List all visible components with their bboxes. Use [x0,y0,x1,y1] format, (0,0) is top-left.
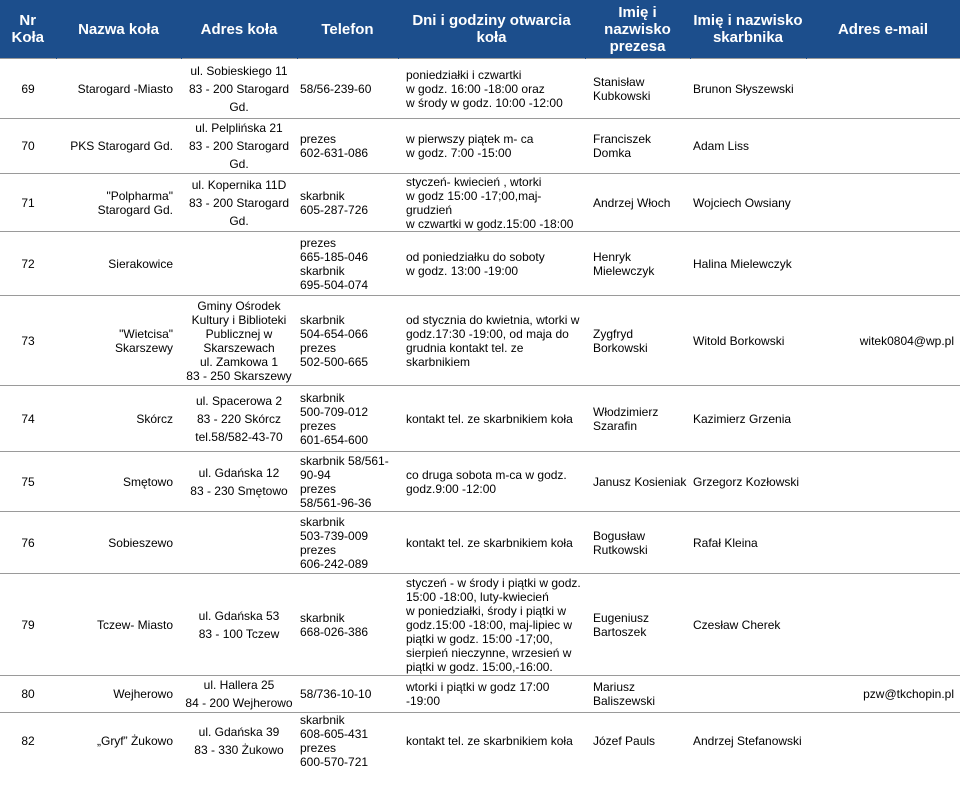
cell-adres [181,386,297,452]
cell-adres [181,713,297,770]
cell-prezes [585,386,690,452]
cell-telefon-line: 502-500-665 [300,354,369,369]
cell-telefon-line: skarbnik [300,263,345,278]
cell-dni [398,232,585,296]
table-row [0,713,960,770]
cell-nr: 76 [21,535,35,550]
cell-adres-line: ul. Gdańska 39 [198,725,280,739]
cell-nr: 80 [21,687,35,701]
cell-dni [398,512,585,574]
cell-dni-line: w środy w godz. 10:00 -12:00 [406,95,563,110]
cell-prezes-line: Henryk [593,249,632,264]
cell-nazwa [56,174,181,232]
cell-nazwa [56,119,181,174]
cell-skarbnik-line: Witold Borkowski [693,333,785,348]
cell-email [806,512,960,574]
cell-telefon-line: 58/736-10-10 [300,687,372,701]
cell-prezes-line: Mariusz [593,680,636,694]
cell-adres-line: Gminy Ośrodek [197,298,281,313]
cell-dni-line: piątki w godz. 15:00 -17;00, [406,631,553,646]
cell-telefon-line: 665-185-046 [300,249,369,264]
table-row [0,512,960,574]
cell-telefon [297,174,398,232]
cell-dni-line: 15:00 -18:00, luty-kwiecień [406,589,549,604]
cell-telefon [297,296,398,386]
header-nr: Nr Koła [0,0,56,59]
cell-adres [181,676,297,713]
cell-nazwa [56,713,181,770]
cell-adres-line: Gd. [229,213,249,228]
cell-prezes-line: Eugeniusz [593,610,650,625]
cell-adres-line: Gd. [229,157,249,171]
cell-adres-line: ul. Sobieskiego 11 [190,63,288,78]
cell-dni-line: w godz. 16:00 -18:00 oraz [406,81,545,96]
cell-skarbnik [690,296,806,386]
cell-nr: 72 [21,256,35,271]
cell-skarbnik-line: Wojciech Owsiany [693,195,791,210]
cell-telefon-line: 503-739-009 [300,528,369,543]
table-row [0,59,960,119]
cell-telefon-line: prezes [300,418,337,433]
cell-skarbnik [690,452,806,512]
cell-dni [398,174,585,232]
cell-prezes-line: Andrzej Włoch [593,195,671,210]
cell-dni-line: w pierwszy piątek m- ca [406,132,534,146]
cell-prezes-line: Stanisław [593,74,645,89]
cell-prezes [585,296,690,386]
cell-email [806,59,960,119]
cell-skarbnik-line: Halina Mielewczyk [693,256,792,271]
cell-dni [398,119,585,174]
cell-adres-line: 83 - 330 Żukowo [194,743,284,757]
cell-nr: 75 [21,474,35,489]
cell-dni-line: piątki w godz. 15:00,-16:00. [406,659,553,674]
cell-telefon [297,59,398,119]
cell-telefon-line: 602-631-086 [300,146,369,160]
table-row [0,452,960,512]
cell-telefon-line: 695-504-074 [300,277,369,292]
cell-nazwa [56,386,181,452]
cell-nazwa-line: Sierakowice [108,256,173,271]
cell-dni-line: od stycznia do kwietnia, wtorki w [406,312,580,327]
cell-prezes-line: Bogusław [593,528,646,543]
cell-prezes [585,232,690,296]
cell-nazwa [56,574,181,676]
cell-telefon [297,574,398,676]
cell-dni-line: godz.17:30 -19:00, od maja do [406,326,569,341]
cell-prezes [585,119,690,174]
cell-telefon [297,512,398,574]
cell-adres-line: ul. Zamkowa 1 [199,354,279,369]
cell-prezes [585,59,690,119]
header-telefon: Telefon [297,0,398,59]
cell-email[interactable]: pzw@tkchopin.pl [863,687,954,701]
cell-email[interactable]: witek0804@wp.pl [859,333,954,348]
cell-adres-line: 83 - 220 Skórcz [196,411,282,426]
cell-telefon-line: 58/561-96-36 [300,495,372,510]
cell-adres-line: 84 - 200 Wejherowo [185,696,293,710]
cell-prezes-line: Zygfryd Borkowski [593,326,648,355]
cell-prezes-line: Janusz Kosieniak [593,474,687,489]
cell-dni-line: styczeń- kwiecień , wtorki [406,174,542,189]
cell-telefon [297,119,398,174]
cell-skarbnik [690,119,806,174]
cell-telefon-line: prezes [300,741,337,755]
cell-nazwa [56,232,181,296]
cell-adres-line: ul. Gdańska 12 [198,465,280,480]
cell-dni-line: w poniedziałki, środy i piątki w [406,603,567,618]
cell-adres [181,574,297,676]
cell-skarbnik [690,386,806,452]
cell-adres-line: ul. Hallera 25 [203,678,275,692]
cell-telefon-line: 600-570-721 [300,755,369,769]
cell-telefon-line: 608-605-431 [300,727,369,741]
cell-nr: 82 [21,734,35,748]
cell-nazwa [56,676,181,713]
cell-nazwa-line: Skórcz [136,411,173,426]
cell-prezes-line: Rutkowski [593,542,648,557]
table-row [0,119,960,174]
cell-dni-line: godz.9:00 -12:00 [406,481,497,496]
table-row [0,174,960,232]
table-row [0,676,960,713]
cell-prezes [585,713,690,770]
cell-telefon-line: prezes [300,542,337,557]
cell-prezes-line: Włodzimierz [593,404,659,419]
cell-prezes-line: Baliszewski [593,694,656,708]
cell-dni [398,676,585,713]
cell-telefon-line: skarbnik [300,713,345,727]
table-row [0,386,960,452]
cell-prezes-line: Mielewczyk [593,263,655,278]
cell-nr: 69 [21,81,35,96]
cell-adres-line: ul. Pelplińska 21 [195,121,283,135]
cell-telefon-line: 500-709-012 [300,404,369,419]
cell-skarbnik [690,713,806,770]
cell-skarbnik-line: Kazimierz Grzenia [693,411,792,426]
cell-email [806,119,960,174]
cell-adres-line: Publicznej w [205,326,273,341]
cell-skarbnik-line: Rafał Kleina [693,535,758,550]
cell-dni-line: kontakt tel. ze skarbnikiem koła [406,535,573,550]
cell-adres-line: tel.58/582-43-70 [195,429,283,444]
cell-dni-line: sierpień nieczynne, wrzesień w [406,645,572,660]
cell-skarbnik-line: Grzegorz Kozłowski [693,474,800,489]
cell-email [806,232,960,296]
cell-dni [398,452,585,512]
cell-dni [398,59,585,119]
cell-skarbnik-line: Czesław Cherek [693,617,781,632]
cell-telefon-line: 504-654-066 [300,326,369,341]
cell-dni-line: styczeń - w środy i piątki w godz. [406,575,581,590]
cell-adres-line: 83 - 100 Tczew [198,626,280,641]
cell-adres-line: ul. Gdańska 53 [198,608,280,623]
cell-dni-line: poniedziałki i czwartki [406,67,522,82]
cell-adres [181,452,297,512]
cell-adres [181,59,297,119]
cell-dni-line: grudnia kontakt tel. ze skarbnikiem [406,340,524,369]
cell-telefon-line: skarbnik [300,610,345,625]
cell-adres-line: Kultury i Biblioteki [191,312,287,327]
cell-prezes [585,676,690,713]
cell-nazwa-line: Tczew- Miasto [96,617,173,632]
cell-skarbnik [690,574,806,676]
cell-telefon-line: 58/56-239-60 [300,81,372,96]
cell-adres-line: Gd. [229,99,249,114]
cell-email [806,574,960,676]
cell-dni-line: w godz. 7:00 -15:00 [406,146,512,160]
cell-prezes-line: Franciszek Domka [593,132,652,160]
cell-telefon-line: prezes [300,340,337,355]
cell-dni-line: co druga sobota m-ca w godz. [406,467,567,482]
cell-nazwa-line: "Polpharma" [106,188,173,203]
cell-prezes-line: Kubkowski [593,88,651,103]
cell-nr: 73 [21,333,35,348]
cell-dni-line: od poniedziałku do soboty [406,249,545,264]
cell-telefon [297,386,398,452]
cell-nr: 74 [21,411,35,426]
cell-nr: 70 [21,139,35,153]
cell-telefon-line: prezes [300,235,337,250]
cell-nazwa-line: Wejherowo [113,687,173,701]
cell-telefon-line: 601-654-600 [300,432,369,447]
cell-dni-line: godz.15:00 -18:00, maj-lipiec w [406,617,573,632]
cell-prezes [585,452,690,512]
cell-nazwa [56,59,181,119]
cell-telefon-line: skarbnik [300,390,345,405]
cell-telefon [297,676,398,713]
cell-telefon-line: 605-287-726 [300,202,369,217]
cell-telefon-line: skarbnik [300,312,345,327]
cell-prezes-line: Bartoszek [593,624,647,639]
cell-dni-line: w czwartki w godz.15:00 -18:00 [406,216,574,231]
cell-adres-line: ul. Spacerowa 2 [195,393,283,408]
cell-email [806,713,960,770]
cell-dni [398,713,585,770]
cell-adres [181,119,297,174]
cell-nazwa-line: Starogard Gd. [97,202,173,217]
cell-adres [181,174,297,232]
cell-telefon-line: 90-94 [300,467,331,482]
cell-nazwa [56,296,181,386]
cell-skarbnik-line: Adam Liss [693,139,750,153]
cell-skarbnik [690,676,806,713]
cell-prezes [585,574,690,676]
cell-prezes-line: Szarafin [593,418,638,433]
table-row [0,232,960,296]
cell-telefon [297,452,398,512]
cell-nazwa-line: Starogard -Miasto [77,81,173,96]
cell-adres-line: 83 - 200 Starogard [188,139,290,153]
cell-dni-line: kontakt tel. ze skarbnikiem koła [406,734,573,748]
cell-nr: 71 [21,195,35,210]
cell-skarbnik [690,174,806,232]
cell-email [806,452,960,512]
header-email: Adres e-mail [806,0,960,59]
cell-skarbnik-line: Andrzej Stefanowski [693,734,802,748]
cell-telefon-line: 606-242-089 [300,556,369,571]
cell-adres-line: 83 - 250 Skarszewy [186,368,292,383]
cell-nazwa-line: Smętowo [122,474,173,489]
cell-telefon-line: 668-026-386 [300,624,369,639]
cell-adres-line: 83 - 230 Smętowo [190,483,288,498]
cell-dni [398,574,585,676]
cell-email [806,174,960,232]
cell-skarbnik-line: Brunon Słyszewski [693,81,794,96]
cell-prezes-line: Józef Pauls [593,734,656,748]
cell-dni [398,296,585,386]
cell-nazwa-line: Sobieszewo [108,535,173,550]
cell-adres-line: 83 - 200 Starogard [188,195,290,210]
header-nazwa: Nazwa koła [56,0,181,59]
cell-telefon-line: prezes [300,132,337,146]
cell-nazwa [56,452,181,512]
cell-telefon-line: prezes [300,481,337,496]
cell-dni-line: w godz 15:00 -17;00,maj- grudzień [406,188,542,217]
cell-nazwa-line: „Gryf” Żukowo [96,734,173,748]
cell-prezes [585,174,690,232]
cell-nazwa-line: "Wietcisa" Skarszewy [114,326,173,355]
cell-dni [398,386,585,452]
cell-nazwa-line: PKS Starogard Gd. [70,139,173,153]
cell-adres [181,232,297,296]
cell-skarbnik [690,232,806,296]
header-dni: Dni i godziny otwarcia koła [398,0,585,59]
cell-telefon-line: skarbnik [300,188,345,203]
table-body [0,59,960,770]
cell-adres-line: Skarszewach [203,340,275,355]
cell-telefon-line: skarbnik 58/561- [300,453,389,468]
cell-dni-line: wtorki i piątki w godz 17:00 -19:00 [406,680,550,708]
cell-nazwa [56,512,181,574]
cell-telefon [297,713,398,770]
table-row [0,296,960,386]
cell-telefon [297,232,398,296]
cell-nr: 79 [21,617,35,632]
header-row [0,0,960,59]
cell-telefon-line: skarbnik [300,514,345,529]
header-prezes: Imię i nazwisko prezesa [585,0,690,59]
cell-skarbnik [690,59,806,119]
cell-skarbnik [690,512,806,574]
header-adres: Adres koła [181,0,297,59]
table-row [0,574,960,676]
cell-adres-line: 83 - 200 Starogard [188,81,290,96]
cell-adres [181,296,297,386]
cell-prezes [585,512,690,574]
header-skarbnik: Imię i nazwisko skarbnika [690,0,806,59]
cell-email [806,386,960,452]
cell-adres [181,512,297,574]
cell-adres-line: ul. Kopernika 11D [191,177,287,192]
cell-dni-line: kontakt tel. ze skarbnikiem koła [406,411,573,426]
cell-dni-line: w godz. 13:00 -19:00 [406,263,519,278]
